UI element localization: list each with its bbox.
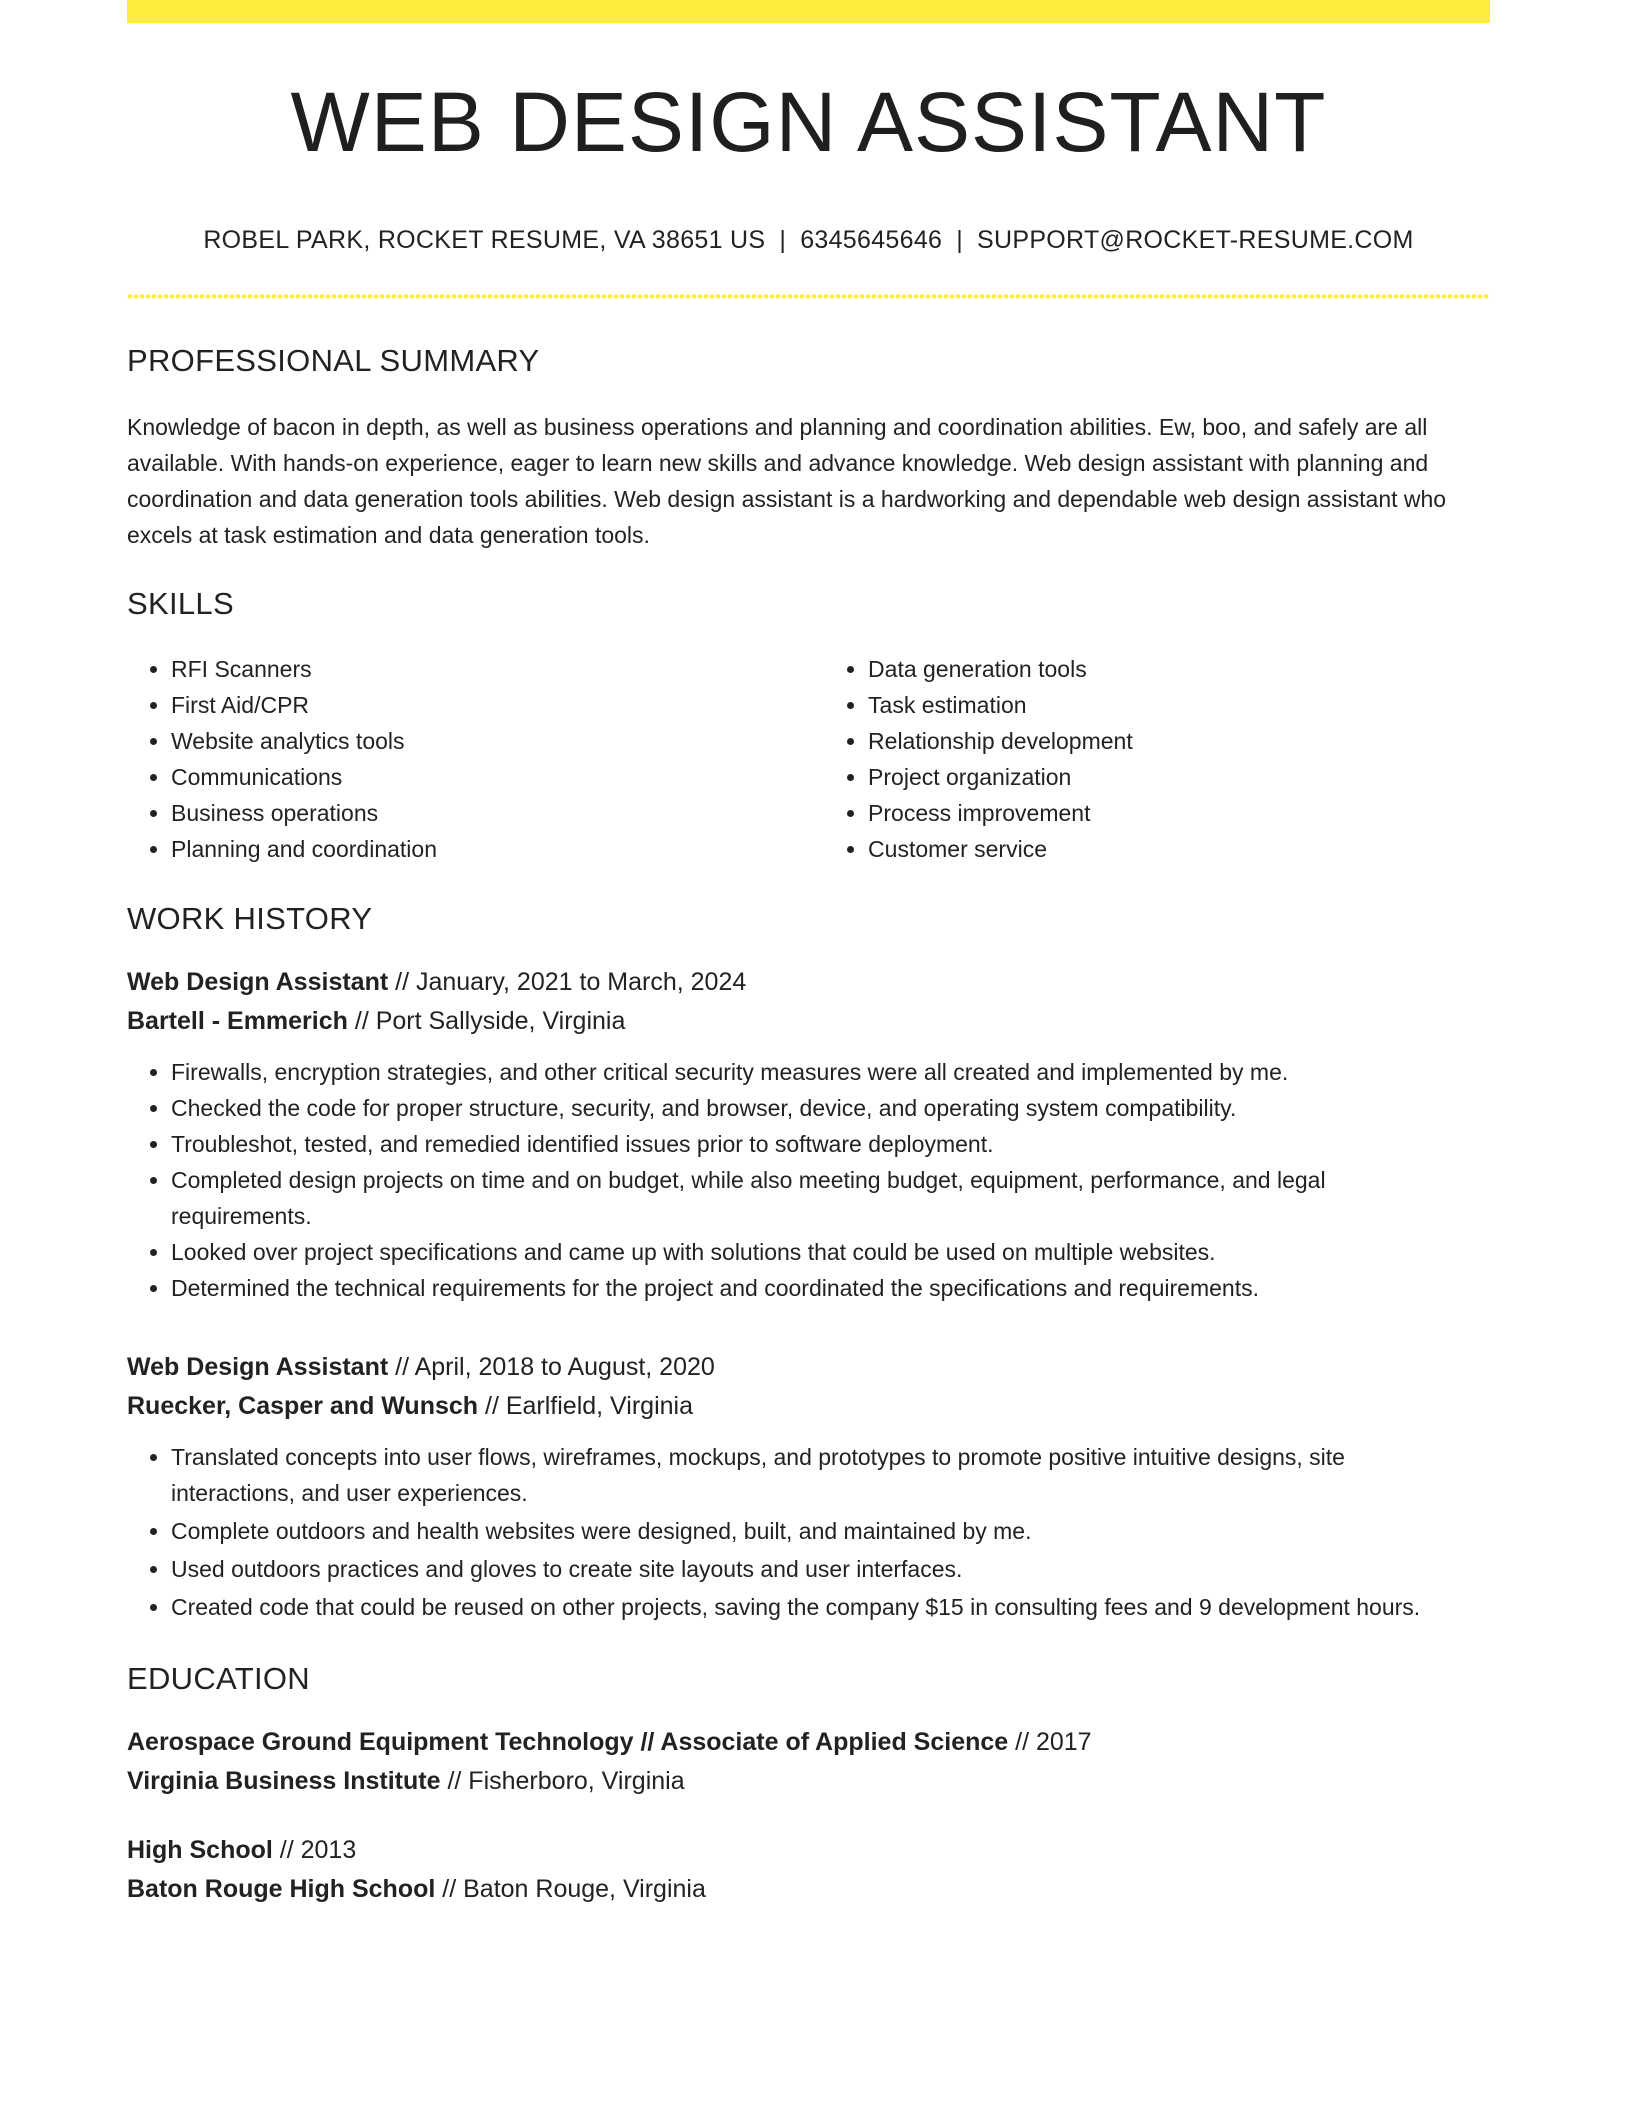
skill-item: • Task estimation (868, 687, 1490, 723)
skill-item: • Communications (171, 759, 824, 795)
summary-heading: PROFESSIONAL SUMMARY (127, 343, 540, 378)
education-degree-line (127, 1723, 1490, 1762)
job-title-line (127, 963, 1490, 1002)
education-location: // Baton Rouge, Virginia (435, 1875, 706, 1903)
job-company-line (127, 1387, 1490, 1426)
skills-column-right (824, 651, 1490, 867)
job-location: // Earlfield, Virginia (478, 1392, 693, 1420)
work-history-heading: WORK HISTORY (127, 901, 373, 936)
resume-title: WEB DESIGN ASSISTANT (290, 75, 1327, 169)
education-year: // 2017 (1008, 1728, 1092, 1756)
education-heading: EDUCATION (127, 1661, 310, 1696)
skill-item: • Data generation tools (868, 651, 1490, 687)
phone: 6345645646 (800, 226, 943, 254)
contact-separator: | (779, 226, 787, 254)
education-entry (127, 1723, 1490, 1801)
education-school: Virginia Business Institute (127, 1767, 441, 1795)
contact-line (127, 228, 1490, 253)
job-dates: // January, 2021 to March, 2024 (388, 968, 747, 996)
summary-text: Knowledge of bacon in depth, as well as business operations and planning and coordination abilities. Ew, boo, and safely are all available. With hands-on experience, eager to learn new skills and advance knowledge. Web design assistant with planning and coordination and data generation tools abilities. Web design assistant is a hardworking and dependable web design assistant who excels at task estimation and data generation tools. (127, 414, 1447, 548)
skills-column-left (127, 651, 824, 867)
skill-item: • Customer service (868, 831, 1490, 867)
job-company: Bartell - Emmerich (127, 1007, 348, 1035)
job-title: Web Design Assistant (127, 968, 389, 996)
education-school: Baton Rouge High School (127, 1875, 436, 1903)
skill-item: • Project organization (868, 759, 1490, 795)
contact-separator: | (956, 226, 964, 254)
job-bullet: • Firewalls, encryption strategies, and other critical security measures were all created and implemented by me. (171, 1054, 1450, 1090)
resume-page (127, 0, 1490, 1909)
skill-item: • First Aid/CPR (171, 687, 824, 723)
job-bullet: • Used outdoors practices and gloves to create site layouts and user interfaces. (171, 1551, 1450, 1587)
job-bullet: • Checked the code for proper structure, security, and browser, device, and operating system compatibility. (171, 1090, 1450, 1126)
job-bullet: • Troubleshot, tested, and remedied identified issues prior to software deployment. (171, 1126, 1450, 1162)
job-location: // Port Sallyside, Virginia (347, 1007, 626, 1035)
job-title-line (127, 1348, 1490, 1387)
education-degree: Aerospace Ground Equipment Technology // Associate of Applied Science (127, 1728, 1009, 1756)
education-year: // 2013 (272, 1836, 357, 1864)
job-bullets (127, 1054, 1490, 1306)
job-company-line (127, 1002, 1490, 1041)
skill-item: • Website analytics tools (171, 723, 824, 759)
job-bullet: • Translated concepts into user flows, wireframes, mockups, and prototypes to promote positive intuitive designs, site interactions, and user experiences. (171, 1439, 1450, 1511)
education-entry (127, 1831, 1490, 1909)
skill-item: • Relationship development (868, 723, 1490, 759)
job-company: Ruecker, Casper and Wunsch (127, 1392, 479, 1420)
job-bullets (127, 1439, 1490, 1625)
job-entry (127, 1348, 1490, 1625)
top-accent-bar (127, 0, 1490, 23)
job-entry (127, 963, 1490, 1306)
skills-list (127, 651, 1490, 867)
job-dates: // April, 2018 to August, 2020 (388, 1353, 715, 1381)
job-bullet: • Created code that could be reused on other projects, saving the company $15 in consulting fees and 9 development hours. (171, 1589, 1450, 1625)
skill-item: • RFI Scanners (171, 651, 824, 687)
email: SUPPORT@ROCKET-RESUME.COM (977, 226, 1414, 254)
job-bullet: • Complete outdoors and health websites were designed, built, and maintained by me. (171, 1513, 1450, 1549)
skill-item: • Process improvement (868, 795, 1490, 831)
skill-item: • Business operations (171, 795, 824, 831)
address: ROBEL PARK, ROCKET RESUME, VA 38651 US (203, 226, 766, 254)
education-degree: High School (127, 1836, 273, 1864)
education-school-line (127, 1762, 1490, 1801)
job-bullet: • Determined the technical requirements for the project and coordinated the specifications and requirements. (171, 1270, 1450, 1306)
job-bullet: • Looked over project specifications and came up with solutions that could be used on multiple websites. (171, 1234, 1450, 1270)
skill-item: • Planning and coordination (171, 831, 824, 867)
dotted-divider (127, 294, 1490, 299)
job-title: Web Design Assistant (127, 1353, 389, 1381)
skills-heading: SKILLS (127, 586, 234, 621)
job-bullet: • Completed design projects on time and on budget, while also meeting budget, equipment, performance, and legal requirements. (171, 1162, 1450, 1234)
education-degree-line (127, 1831, 1490, 1870)
education-school-line (127, 1870, 1490, 1909)
education-location: // Fisherboro, Virginia (440, 1767, 685, 1795)
